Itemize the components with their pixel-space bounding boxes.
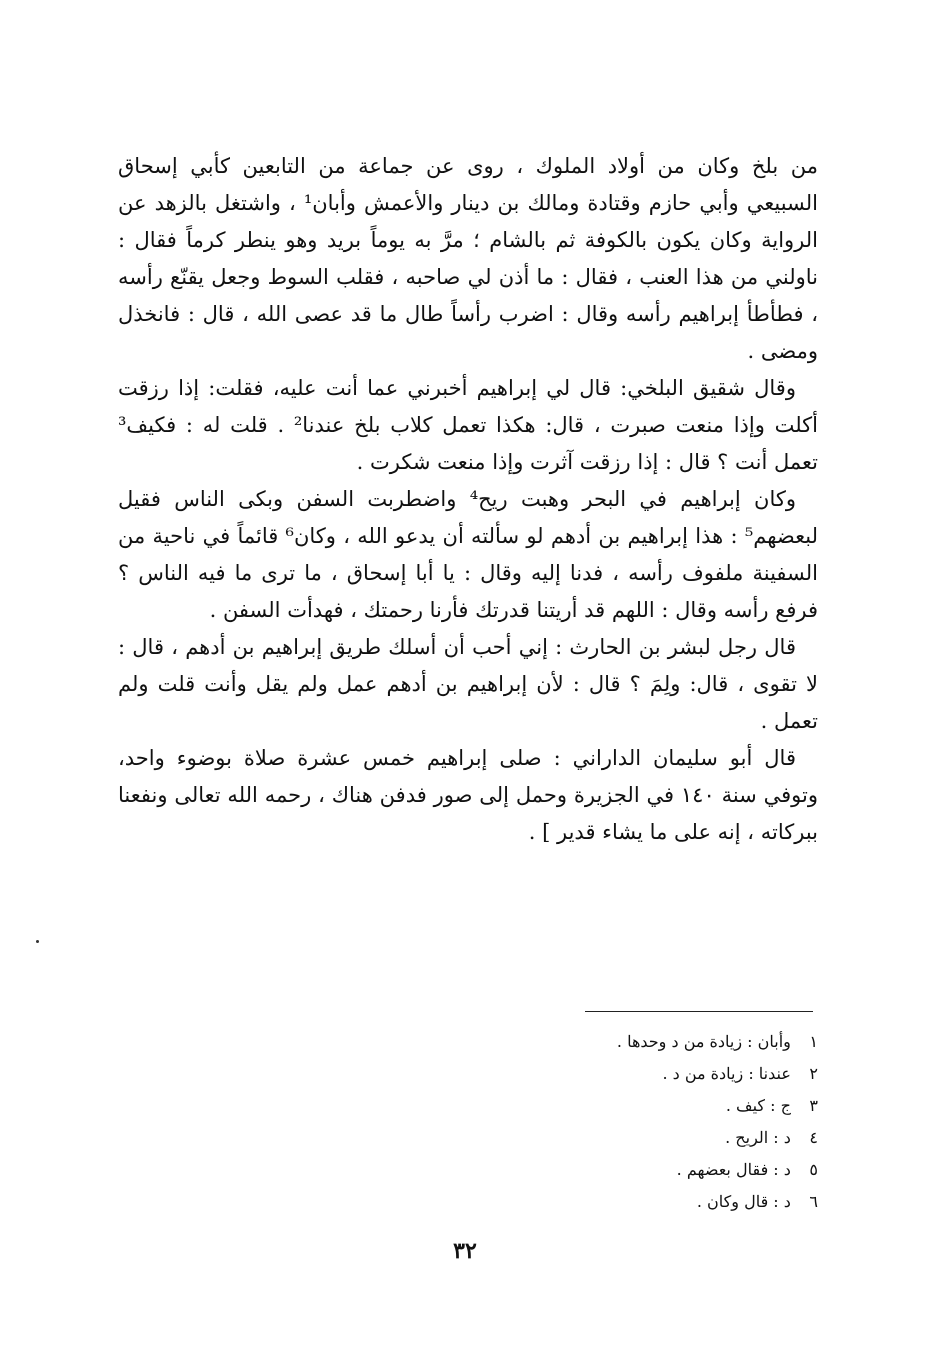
footnotes [398, 1026, 818, 1218]
scan-speck [36, 940, 39, 943]
footnote-number: ٦ [809, 1192, 818, 1211]
paragraph: قال رجل لبشر بن الحارث : إني أحب أن أسلك طريق إبراهيم بن أدهم ، قال : لا تقوى ، قال: ولِمَ ؟ قال : لأن إبراهيم بن أدهم عمل ولم يقل وأنت قلت ولم تعمل . [118, 635, 818, 733]
page-number: ٣٢ [453, 1238, 477, 1264]
footnote-item [398, 1090, 818, 1122]
paragraph: وكان إبراهيم في البحر وهبت ريح⁴ واضطربت السفن وبكى الناس فقيل لبعضهم⁵ : هذا إبراهيم بن أدهم لو سألته أن يدعو الله ، وكان⁶ قائماً في ناحية من السفينة ملفوف رأسه ، فدنا إليه وقال : يا أبا إسحاق ، ما ترى ما فيه الناس ؟ فرفع رأسه وقال : اللهم قد أريتنا قدرتك فأرنا رحمتك ، فهدأت السفن . [118, 487, 818, 622]
footnote-item [398, 1122, 818, 1154]
paragraph: من بلخ وكان من أولاد الملوك ، روى عن جماعة من التابعين كأبي إسحاق السبيعي وأبي حازم وقتادة ومالك بن دينار والأعمش وأبان¹ ، واشتغل بالزهد عن الرواية وكان يكون بالكوفة ثم بالشام ؛ مرَّ به يوماً بريد وهو ينطر كرماً فقال : ناولني من هذا العنب ، فقال : ما أذن لي صاحبه ، فقلب السوط وجعل يقنّع رأسه ، فطأطأ إبراهيم رأسه وقال : اضرب رأساً طال ما قد عصى الله ، قال : فانخذل ومضى . [118, 154, 818, 363]
footnote-number: ٣ [809, 1096, 818, 1115]
footnote-text: وأبان : زيادة من د وحدها . [616, 1032, 791, 1051]
footnote-number: ١ [809, 1032, 818, 1051]
footnote-text: د : فقال بعضهم . [676, 1160, 791, 1179]
footnote-number: ٤ [809, 1128, 818, 1147]
footnote-item [398, 1154, 818, 1186]
footnote-divider [585, 1011, 813, 1012]
footnote-item [398, 1058, 818, 1090]
main-text [118, 148, 818, 851]
paragraph: قال أبو سليمان الداراني : صلى إبراهيم خمس عشرة صلاة بوضوء واحد، وتوفي سنة ١٤٠ في الجزيرة وحمل إلى صور فدفن هناك ، رحمه الله تعالى ونفعنا ببركاته ، إنه على ما يشاء قدير ] . [118, 746, 818, 844]
footnote-number: ٥ [809, 1160, 818, 1179]
paragraph: وقال شقيق البلخي: قال لي إبراهيم أخبرني عما أنت عليه، فقلت: إذا رزقت أكلت وإذا منعت صبرت ، قال: هكذا تعمل كلاب بلخ عندنا² . قلت له : فكيف³ تعمل أنت ؟ قال : إذا رزقت آثرت وإذا منعت شكرت . [118, 376, 818, 474]
footnote-item [398, 1026, 818, 1058]
footnote-text: ج : كيف . [725, 1096, 791, 1115]
footnote-text: عندنا : زيادة من د . [662, 1064, 791, 1083]
footnote-text: د : قال وكان . [696, 1192, 791, 1211]
footnote-item [398, 1186, 818, 1218]
footnote-text: د : الريح . [725, 1128, 791, 1147]
footnote-number: ٢ [809, 1064, 818, 1083]
